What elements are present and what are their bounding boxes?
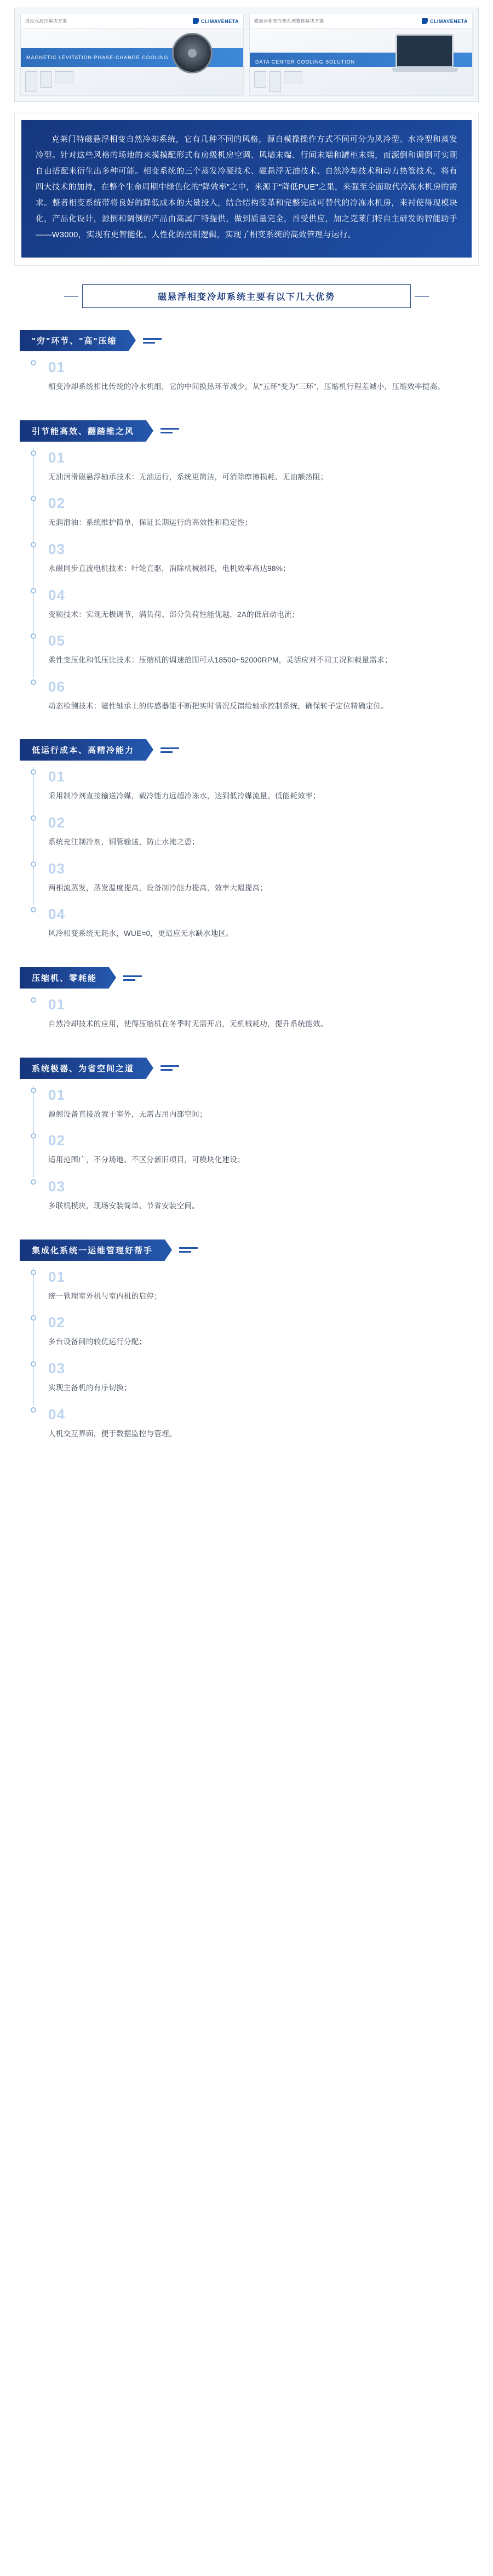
laptop-icon <box>392 34 458 76</box>
device-thumb <box>284 71 302 83</box>
item-number: 02 <box>48 495 65 512</box>
list-item <box>33 1267 469 1313</box>
device-thumbnails <box>25 71 73 92</box>
item-number: 01 <box>48 449 65 466</box>
item-text: 动态检测技术：磁性轴承上的传感器能不断把实时情况反馈给轴承控制系统，确保转子定位精确定位。 <box>48 701 388 710</box>
item-number: 01 <box>48 768 65 785</box>
bullet-dot-icon <box>31 1270 36 1275</box>
item-number: 01 <box>48 1268 65 1285</box>
bullet-dot-icon <box>31 907 36 912</box>
laptop-base <box>392 68 458 72</box>
list-item <box>33 995 469 1041</box>
list-item <box>33 540 469 586</box>
chapter-items <box>0 995 493 1041</box>
bullet-dot-icon <box>31 1315 36 1321</box>
item-text: 多联机模块，现场安装简单、节省安装空间。 <box>48 1201 199 1210</box>
chapter-items <box>0 448 493 723</box>
device-thumb <box>254 71 266 88</box>
advantage-chapter <box>0 1041 493 1223</box>
list-item <box>33 813 469 859</box>
list-item <box>33 1177 469 1223</box>
item-text: 适用范围广，不分场地、不区分新旧项目，可模块化建设； <box>48 1156 245 1164</box>
item-text: 实现主备机的有序切换； <box>48 1383 131 1392</box>
chapter-title: "穷"环节、"高"压缩 <box>20 330 129 351</box>
hero-slide-1 <box>20 14 244 96</box>
chapter-heading <box>20 330 162 351</box>
brand-mark-icon <box>193 18 199 24</box>
item-number: 02 <box>48 814 65 831</box>
slide-header <box>250 14 472 28</box>
chapter-heading <box>20 739 179 761</box>
bullet-dot-icon <box>31 633 36 639</box>
chapter-title: 引节能高效、翻踏维之风 <box>20 420 146 442</box>
hero-slide-2 <box>249 14 473 96</box>
bullet-dot-icon <box>31 1361 36 1367</box>
list-item <box>33 631 469 677</box>
list-item <box>33 1405 469 1451</box>
slide-tag: 磁悬浮相变冷却系统整体解决方案 <box>254 19 324 24</box>
intro-section <box>14 112 479 266</box>
item-number: 03 <box>48 1360 65 1376</box>
item-number: 05 <box>48 632 65 649</box>
item-text: 源侧设备直接放置于室外，无需占用内部空间； <box>48 1110 207 1118</box>
item-text: 风冷相变系统无耗水，WUE=0，更适应无水缺水地区。 <box>48 929 234 938</box>
advantage-chapter <box>0 1223 493 1451</box>
brand-logo <box>422 18 468 24</box>
bullet-dot-icon <box>31 861 36 867</box>
chapter-decoration-icon <box>179 1247 198 1253</box>
device-thumb <box>55 71 73 83</box>
chapter-title: 集成化系统一运维管理好帮手 <box>20 1240 165 1261</box>
slide-band-text: DATA CENTER COOLING SOLUTION <box>255 59 356 65</box>
list-item <box>33 1131 469 1177</box>
intro-paragraph: 克莱门特磁悬浮相变自然冷却系统，它有几种不同的风格，源自模操操作方式不同可分为风冷型、水冷型和蒸发冷型。针对这些风格的场地的来摸摸配形式有房级机房空调、风墙末端、行间末端和罐柜末端，而源倒和调倒可实现自由搭配来衍生出多种可能。相变系统的三个蒸发冷凝技术、磁悬浮无油技术、自然冷却技术和动力热管技术，将有四大技术的加持，在整个生命周期中绿色化的"降效率"之中，来源于"降低PUE"之果，来强至全面取代冷冻水机房的需求。整者相变系统带将良好的降低成本的大量投入，结合结构变革和完整完成可替代的冷冻水机房，来衬使得现模块化，产品化设计，源倒和调倒的产品由高属厂特提供，做到质量完全，首受供应，加之克莱门特自主研发的智能助手——W3000，实现有更智能化、人性化的控制逻辑，实现了相变系统的高效管理与运行。 <box>36 135 457 239</box>
item-number: 01 <box>48 359 65 375</box>
bullet-dot-icon <box>31 1179 36 1185</box>
chapter-items <box>0 1086 493 1223</box>
brand-name: CLIMAVENETA <box>200 18 239 24</box>
chapter-items <box>0 767 493 951</box>
bullet-dot-icon <box>31 450 36 456</box>
item-text: 相变冷却系统相比传统的冷水机组，它的中间换热环节减少，从"五环"变为"三环"，压缩机行程差减小，压缩效率提高。 <box>48 382 445 391</box>
bullet-dot-icon <box>31 815 36 821</box>
advantage-chapter <box>0 951 493 1041</box>
bullet-dot-icon <box>31 588 36 593</box>
list-item <box>33 448 469 494</box>
intro-card <box>21 120 472 258</box>
list-item <box>33 1313 469 1359</box>
item-text: 无润滑油：系统维护简单，保证长期运行的高效性和稳定性； <box>48 518 253 527</box>
chapter-title: 系统极器、为省空间之道 <box>20 1058 146 1079</box>
chapter-heading <box>20 1240 198 1261</box>
list-item <box>33 494 469 540</box>
chapter-decoration-icon <box>160 428 179 433</box>
chapter-heading <box>20 1058 179 1079</box>
advantage-chapter <box>0 723 493 951</box>
chapter-items <box>0 1267 493 1451</box>
list-item <box>33 859 469 905</box>
item-number: 03 <box>48 540 65 557</box>
device-thumb <box>25 71 37 92</box>
item-text: 统一管理室外机与室内机的启停； <box>48 1292 162 1300</box>
device-thumb <box>269 71 281 92</box>
chapter-title: 压缩机、零耗能 <box>20 967 109 989</box>
bullet-dot-icon <box>31 997 36 1003</box>
list-item <box>33 1086 469 1132</box>
item-text: 变频技术：实现无极调节，满负荷、部分负荷性能优越，2A的低启动电流； <box>48 610 300 619</box>
fan-unit-icon <box>172 33 213 73</box>
brand-logo <box>193 18 239 24</box>
device-thumbnails <box>254 71 302 92</box>
bullet-dot-icon <box>31 1088 36 1093</box>
brand-name: CLIMAVENETA <box>429 18 468 24</box>
item-number: 04 <box>48 586 65 603</box>
item-text: 柔性变压化和低压比技术：压缩机的调速范围可从18500~52000RPM，灵活应对不同工况和载量需求； <box>48 656 392 665</box>
chapter-decoration-icon <box>160 1065 179 1071</box>
list-item <box>33 1359 469 1405</box>
list-item <box>33 677 469 723</box>
chapter-decoration-icon <box>123 975 142 981</box>
item-number: 04 <box>48 906 65 923</box>
slide-band-text: MAGNETIC LEVITATION PHASE-CHANGE COOLING <box>26 55 169 60</box>
device-thumb <box>40 71 52 88</box>
laptop-screen <box>395 34 454 68</box>
item-text: 自然冷却技术的应用，使得压缩机在冬季时无需开启，无机械耗功，提升系统能效。 <box>48 1020 328 1029</box>
advantage-chapter <box>0 404 493 723</box>
page-title: 磁悬浮相变冷却系统主要有以下几大优势 <box>82 284 411 308</box>
item-text: 人机交互界面，便于数据监控与管理。 <box>48 1429 177 1438</box>
item-text: 系统充注制冷剂，铜管输送，防止水淹之患； <box>48 838 199 847</box>
chapter-decoration-icon <box>160 747 179 753</box>
item-number: 06 <box>48 678 65 695</box>
list-item <box>33 358 469 404</box>
bullet-dot-icon <box>31 542 36 547</box>
item-text: 两相流蒸发，蒸发温度提高，设备制冷能力提高，效率大幅提高； <box>48 883 268 892</box>
item-number: 01 <box>48 996 65 1013</box>
item-number: 04 <box>48 1406 65 1423</box>
advantage-chapter <box>0 313 493 404</box>
list-item <box>33 767 469 813</box>
bullet-dot-icon <box>31 360 36 365</box>
chapter-heading <box>20 967 142 989</box>
list-item <box>33 905 469 951</box>
brand-mark-icon <box>422 18 428 24</box>
chapter-title: 低运行成本、高精冷能力 <box>20 739 146 761</box>
article-page <box>0 8 493 1472</box>
list-item <box>33 586 469 632</box>
item-text: 采用制冷剂直接输送冷媒，载冷能力远超冷冻水，达到低冷媒流量、低能耗效率； <box>48 792 320 801</box>
item-text: 多台设备间的较优运行分配； <box>48 1338 147 1346</box>
item-number: 03 <box>48 1178 65 1195</box>
chapter-items <box>0 358 493 404</box>
bullet-dot-icon <box>31 1133 36 1139</box>
advantages-list <box>0 313 493 1450</box>
item-text: 无油润滑磁悬浮轴承技术：无油运行，系统更简洁，可消除摩擦损耗、无油额热阻； <box>48 472 328 481</box>
slide-tag: 浸没式液冷解决方案 <box>25 19 67 24</box>
bullet-dot-icon <box>31 496 36 501</box>
item-number: 02 <box>48 1132 65 1149</box>
item-number: 02 <box>48 1314 65 1331</box>
chapter-decoration-icon <box>143 338 162 344</box>
item-text: 永磁同步直流电机技术：叶轮直驱，消除机械损耗，电机效率高达98%； <box>48 564 290 573</box>
item-number: 01 <box>48 1086 65 1103</box>
slide-header <box>21 14 243 28</box>
chapter-heading <box>20 420 179 442</box>
item-number: 03 <box>48 860 65 877</box>
bullet-dot-icon <box>31 769 36 775</box>
bullet-dot-icon <box>31 679 36 685</box>
hero-image-banner <box>14 8 479 102</box>
bullet-dot-icon <box>31 1407 36 1413</box>
